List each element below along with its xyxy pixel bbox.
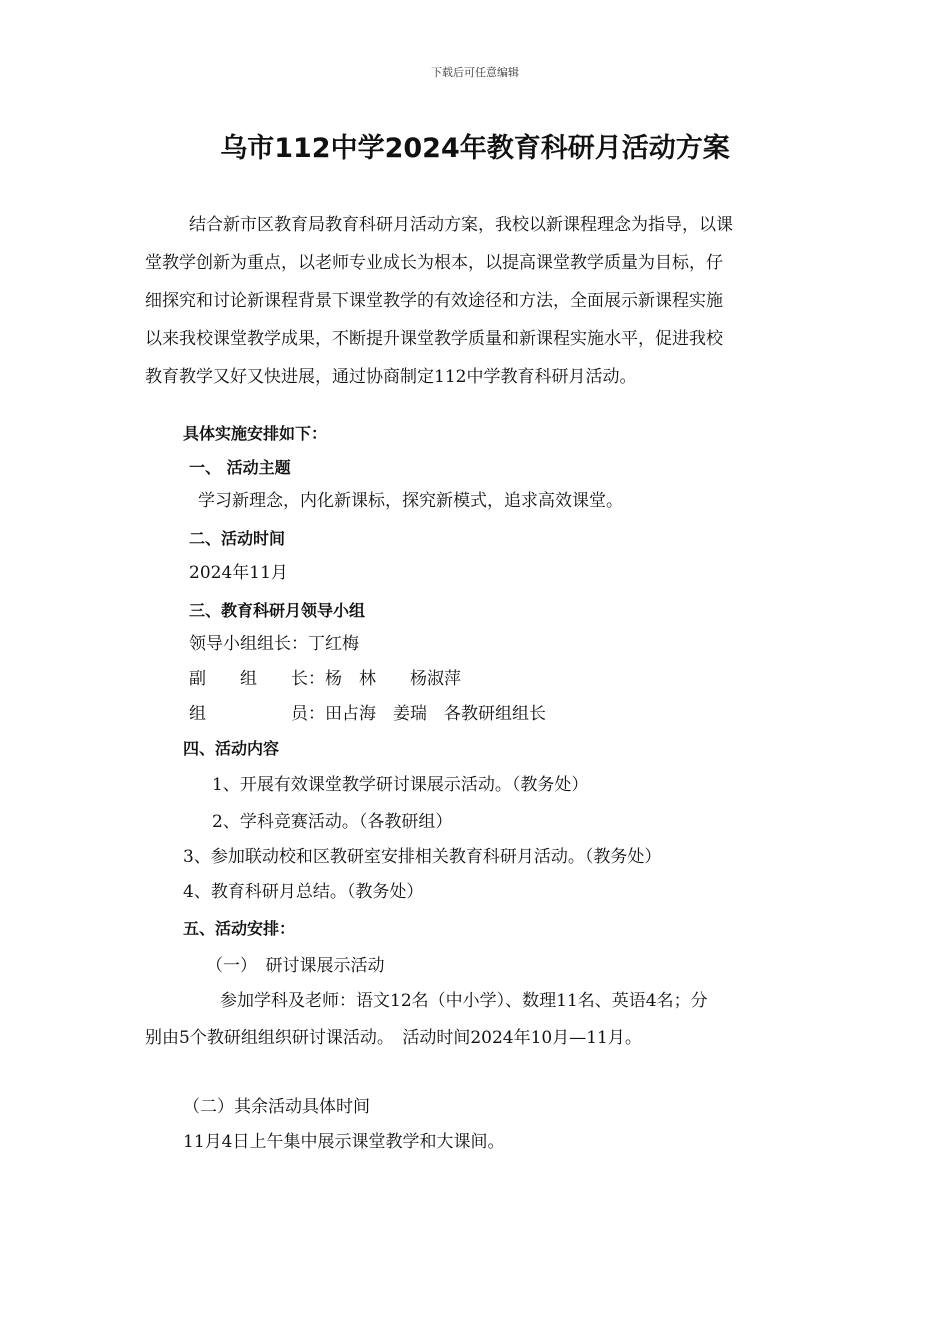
subsection-1-line-2: 别由5个教研组组织研讨课活动。 活动时间2024年10月—11月。: [145, 1028, 642, 1048]
section-5-heading: 五、活动安排：: [183, 919, 296, 938]
section-2-text: 2024年11月: [189, 563, 288, 583]
header-note: 下载后可任意编辑: [431, 66, 519, 79]
leader-line: 领导小组组长：丁红梅: [189, 634, 359, 654]
member-line: [189, 704, 546, 724]
member-label: 组 员：: [189, 704, 325, 724]
deputy-line: [189, 669, 461, 689]
content-item-4: 4、教育科研月总结。（教务处）: [183, 882, 424, 902]
intro-line-3: 细探究和讨论新课程背景下课堂教学的有效途径和方法，全面展示新课程实施: [145, 291, 723, 311]
member-names: 田占海 姜瑞 各教研组组长: [325, 704, 546, 724]
content-item-2: 2、学科竞赛活动。（各教研组）: [212, 812, 453, 832]
subsection-1-line-1: 参加学科及老师：语文12名（中小学）、数理11名、英语4名；分: [220, 991, 708, 1011]
intro-line-1: 结合新市区教育局教育科研月活动方案，我校以新课程理念为指导，以课: [189, 215, 733, 235]
section-2-heading: 二、活动时间: [189, 529, 286, 548]
intro-line-5: 教育教学又好又快进展，通过协商制定112中学教育科研月活动。: [145, 367, 637, 387]
content-item-3: 3、参加联动校和区教研室安排相关教育科研月活动。（教务处）: [183, 847, 662, 867]
deputy-names: 杨 林 杨淑萍: [325, 669, 461, 689]
intro-line-4: 以来我校课堂教学成果，不断提升课堂教学质量和新课程实施水平，促进我校: [145, 329, 723, 349]
section-1-text: 学习新理念，内化新课标，探究新模式，追求高效课堂。: [198, 491, 623, 511]
subsection-2-heading: （二）其余活动具体时间: [183, 1097, 370, 1117]
section-4-heading: 四、活动内容: [183, 739, 280, 758]
subsection-2-text: 11月4日上午集中展示课堂教学和大课间。: [183, 1132, 505, 1152]
section-1-heading: 一、 活动主题: [189, 458, 291, 477]
document-title: 乌市112中学2024年教育科研月活动方案: [220, 133, 730, 164]
content-item-1: 1、开展有效课堂教学研讨课展示活动。（教务处）: [212, 775, 589, 795]
arrangement-heading: 具体实施安排如下：: [183, 424, 328, 443]
intro-line-2: 堂教学创新为重点，以老师专业成长为根本，以提高课堂教学质量为目标，仔: [145, 253, 723, 273]
section-3-heading: 三、教育科研月领导小组: [189, 601, 366, 620]
subsection-1-heading: （一） 研讨课展示活动: [206, 956, 385, 976]
deputy-label: 副 组 长：: [189, 669, 325, 689]
